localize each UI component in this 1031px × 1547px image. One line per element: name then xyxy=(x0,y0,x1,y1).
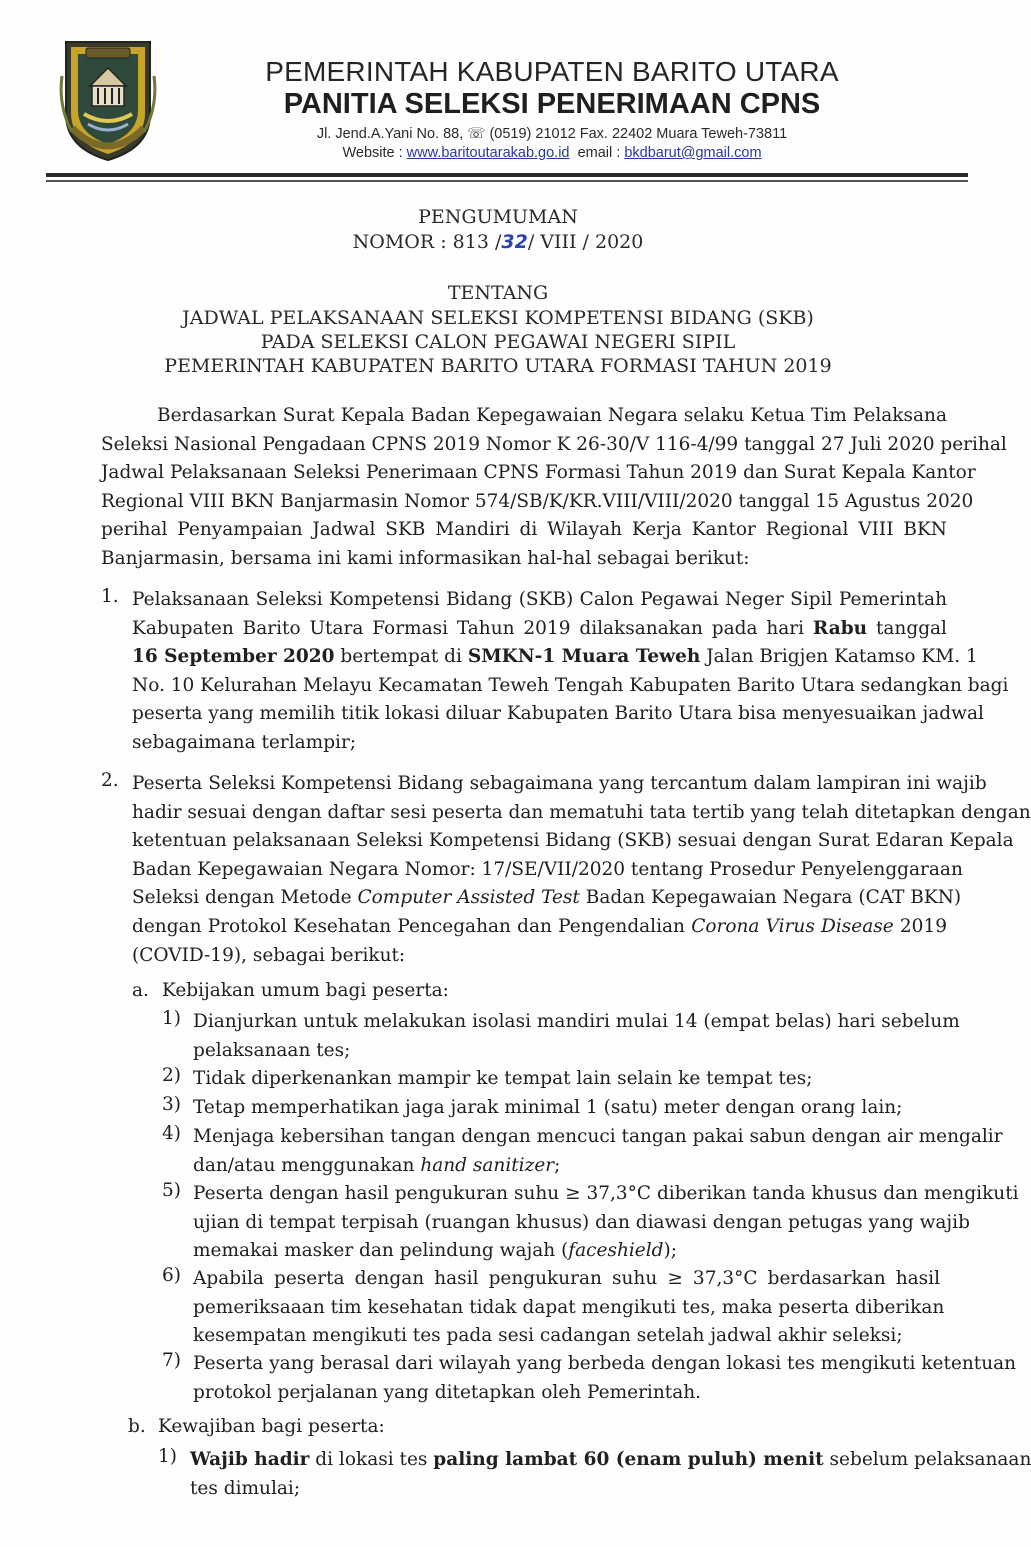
policy-item: Peserta yang berasal dari wilayah yang berbeda dengan lokasi tes mengikuti ketentuan protokol perjalanan yang ditetapkan oleh Pemerintah. xyxy=(193,1353,1017,1403)
policy-item: Peserta dengan hasil pengukuran suhu ≥ 37,3°C diberikan tanda khusus dan mengikuti ujian di tempat terpisah (ruangan khusus) dan diawasi dengan petugas yang wajib memakai masker dan pelindung wajah (faceshield); xyxy=(193,1183,1019,1262)
intro-line: Jadwal Pelaksanaan Seleksi Penerimaan CPNS Formasi Tahun 2019 dan Surat Kepala Kantor xyxy=(101,462,976,484)
item-1-line: sebagaimana terlampir; xyxy=(132,731,357,753)
letterhead-rule-thick xyxy=(46,173,968,177)
sub-a-title: Kebijakan umum bagi peserta: xyxy=(162,980,449,1001)
letterhead-contacts xyxy=(160,145,944,161)
policy-number: 6) xyxy=(162,1265,181,1286)
policy-number: 1) xyxy=(162,1008,181,1029)
policy-item: Dianjurkan untuk melakukan isolasi mandiri mulai 14 (empat belas) hari sebelum pelaksanaan tes; xyxy=(193,1011,960,1061)
policy-number: 3) xyxy=(162,1094,181,1115)
handwritten-number: 32 xyxy=(501,231,528,253)
item-1-number: 1. xyxy=(101,586,119,607)
venue-highlight: SMKN-1 Muara Teweh xyxy=(467,646,701,668)
policy-number: 4) xyxy=(162,1123,181,1144)
policy-number: 2) xyxy=(162,1065,181,1086)
document-type: PENGUMUMAN xyxy=(418,206,578,228)
policy-number: 5) xyxy=(162,1180,181,1201)
email-label: email : xyxy=(577,145,621,161)
sub-b-label: b. xyxy=(128,1416,146,1437)
subject-line-1: JADWAL PELAKSANAAN SELEKSI KOMPETENSI BIDANG (SKB) xyxy=(182,307,814,329)
item-2-line: hadir sesuai dengan daftar sesi peserta dan mematuhi tata tertib yang telah ditetapkan dengan xyxy=(132,801,1031,823)
policy-item: Apabila peserta dengan hasil pengukuran suhu ≥ 37,3°C berdasarkan hasil pemeriksaaan tim kesehatan tidak dapat mengikuti tes, maka peserta diberikan kesempatan mengikuti tes pada sesi cadangan setelah jadwal akhir seleksi; xyxy=(193,1268,945,1347)
document-number xyxy=(0,231,996,253)
item-2-line: dengan Protokol Kesehatan Pencegahan dan Pengendalian Corona Virus Disease 2019 xyxy=(132,915,947,937)
subject-label: TENTANG xyxy=(447,282,549,304)
intro-line: Berdasarkan Surat Kepala Badan Kepegawaian Negara selaku Ketua Tim Pelaksana xyxy=(157,405,947,426)
item-1-line: Kabupaten Barito Utara Formasi Tahun 2019 dilaksanakan pada hari Rabu tanggal xyxy=(132,617,947,639)
letterhead-address: Jl. Jend.A.Yani No. 88, ☏ (0519) 21012 Fax. 22402 Muara Teweh-73811 xyxy=(316,126,788,142)
item-1-text xyxy=(132,586,1009,758)
item-2-line: ketentuan pelaksanaan Seleksi Kompetensi Bidang (SKB) sesuai dengan Surat Edaran Kepala xyxy=(132,830,1014,852)
item-1-line: 16 September 2020 bertempat di SMKN-1 Muara Teweh Jalan Brigjen Katamso KM. 1 xyxy=(132,646,978,668)
sub-a-label: a. xyxy=(132,980,149,1001)
policy-number: 7) xyxy=(162,1350,181,1371)
item-2-text xyxy=(132,770,1031,970)
obligation-item: Wajib hadir di lokasi tes paling lambat 60 (enam puluh) menit sebelum pelaksanaan tes dimulai; xyxy=(190,1449,1031,1499)
website-link[interactable]: www.baritoutarakab.go.id xyxy=(406,145,570,161)
intro-line: Banjarmasin, bersama ini kami informasikan hal-hal sebagai berikut: xyxy=(101,547,750,569)
item-1-line: peserta yang memilih titik lokasi diluar Kabupaten Barito Utara bisa menyesuaikan jadwal xyxy=(132,703,984,725)
email-link[interactable]: bkdbarut@gmail.com xyxy=(624,145,762,161)
item-2-line: Badan Kepegawaian Negara Nomor: 17/SE/VII/2020 tentang Prosedur Penyelenggaraan xyxy=(132,858,963,880)
intro-line: Regional VIII BKN Banjarmasin Nomor 574/SB/K/KR.VIII/VIII/2020 tanggal 15 Agustus 2020 xyxy=(101,490,974,512)
day-highlight: Rabu xyxy=(812,617,868,639)
intro-line: Seleksi Nasional Pengadaan CPNS 2019 Nomor K 26-30/V 116-4/99 tanggal 27 Juli 2020 perihal xyxy=(101,433,1007,455)
number-prefix: NOMOR : 813 / xyxy=(352,231,502,253)
item-1-line: Pelaksanaan Seleksi Kompetensi Bidang (SKB) Calon Pegawai Neger Sipil Pemerintah xyxy=(132,589,947,610)
policy-item: Tidak diperkenankan mampir ke tempat lain selain ke tempat tes; xyxy=(193,1068,813,1089)
sub-b-title: Kewajiban bagi peserta: xyxy=(158,1416,385,1437)
item-2-line: Seleksi dengan Metode Computer Assisted Test Badan Kepegawaian Negara (CAT BKN) xyxy=(132,887,962,909)
item-2-line: (COVID-19), sebagai berikut: xyxy=(132,944,406,966)
letterhead-committee: PANITIA SELEKSI PENERIMAAN CPNS xyxy=(283,88,821,120)
item-1-line: No. 10 Kelurahan Melayu Kecamatan Teweh Tengah Kabupaten Barito Utara sedangkan bagi xyxy=(132,674,1009,696)
item-2-number: 2. xyxy=(101,770,119,791)
number-suffix: / VIII / 2020 xyxy=(527,231,644,253)
policy-item: Tetap memperhatikan jaga jarak minimal 1 (satu) meter dengan orang lain; xyxy=(193,1097,903,1118)
intro-line: perihal Penyampaian Jadwal SKB Mandiri di Wilayah Kerja Kantor Regional VIII BKN xyxy=(101,519,947,541)
intro-paragraph xyxy=(101,402,1007,574)
obligation-number: 1) xyxy=(158,1446,177,1467)
date-highlight: 16 September 2020 xyxy=(132,646,335,668)
item-2-line: Peserta Seleksi Kompetensi Bidang sebagaimana yang tercantum dalam lampiran ini wajib xyxy=(132,773,987,794)
subject-line-2: PADA SELEKSI CALON PEGAWAI NEGERI SIPIL xyxy=(260,331,736,353)
website-label: Website : xyxy=(342,145,403,161)
barito-utara-crest-icon xyxy=(58,36,158,164)
letterhead-rule-thin xyxy=(46,180,968,182)
letterhead-government: PEMERINTAH KABUPATEN BARITO UTARA xyxy=(265,56,839,87)
policy-item: Menjaga kebersihan tangan dengan mencuci tangan pakai sabun dengan air mengalir dan/atau menggunakan hand sanitizer; xyxy=(193,1126,1003,1176)
subject-line-3: PEMERINTAH KABUPATEN BARITO UTARA FORMASI TAHUN 2019 xyxy=(164,355,832,377)
